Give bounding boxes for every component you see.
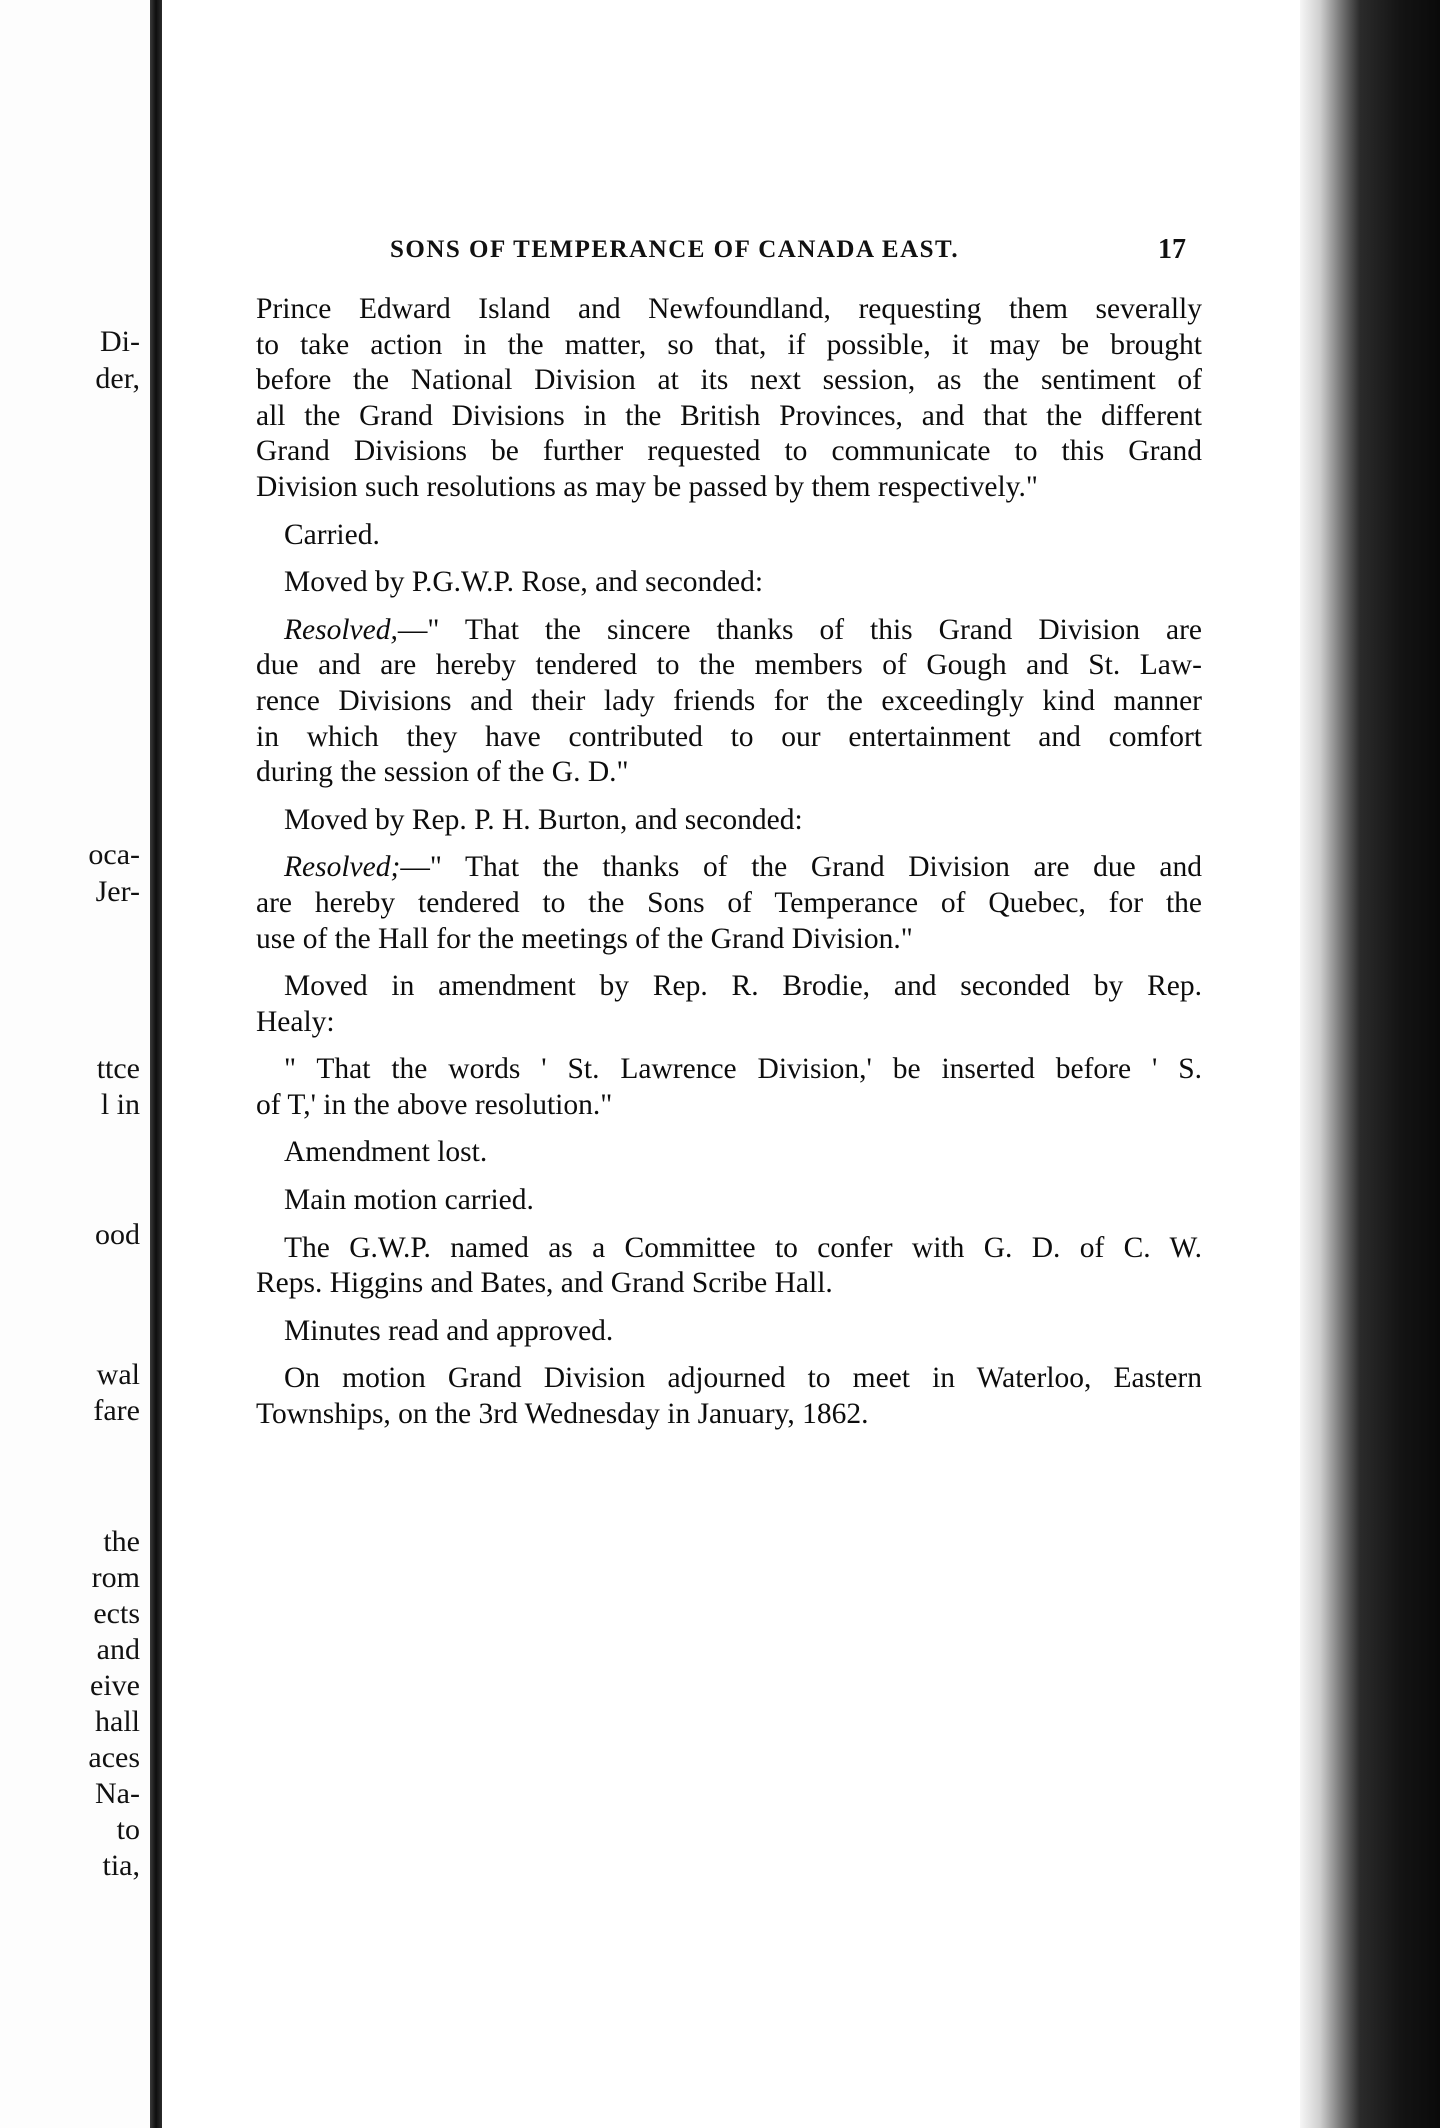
running-header: SONS OF TEMPERANCE OF CANADA EAST. xyxy=(390,236,960,263)
prev-page-fragment: wal xyxy=(96,1358,140,1391)
text-line: Moved in amendment by Rep. R. Brodie, and seconded by Rep. xyxy=(284,970,1202,1003)
page-body xyxy=(256,292,1202,1433)
text-line: The G.W.P. named as a Committee to confer with G. D. of C. W. xyxy=(284,1231,1202,1264)
text-line: due and are hereby tendered to the members of Gough and St. Law- xyxy=(256,649,1202,682)
text-line: to take action in the matter, so that, if possible, it may be brought xyxy=(256,328,1202,361)
text-line: Healy: xyxy=(256,1005,335,1038)
prev-page-fragment: ects xyxy=(93,1597,140,1630)
text-line: of T,' in the above resolution." xyxy=(256,1088,613,1121)
paragraph-resolution-thanks-divisions xyxy=(256,613,1202,791)
prev-page-fragment: der, xyxy=(95,362,140,395)
paragraph-amendment-text xyxy=(256,1052,1202,1123)
prev-page-fragment: and xyxy=(96,1633,140,1666)
prev-page-fragment: aces xyxy=(88,1741,140,1774)
prev-page-fragment: tia, xyxy=(102,1849,140,1882)
text-line: use of the Hall for the meetings of the Grand Division." xyxy=(256,922,913,955)
paragraph-motion-rose: Moved by P.G.W.P. Rose, and seconded: xyxy=(284,566,764,599)
paragraph-minutes-approved: Minutes read and approved. xyxy=(284,1314,614,1347)
text-line: Prince Edward Island and Newfoundland, requesting them severally xyxy=(256,293,1202,325)
paragraph-committee xyxy=(256,1231,1202,1302)
text-line: in which they have contributed to our entertainment and comfort xyxy=(256,720,1202,753)
prev-page-fragment: Na- xyxy=(95,1777,140,1810)
text-line: Grand Divisions be further requested to communicate to this Grand xyxy=(256,435,1202,468)
text-line: Resolved,—" That the sincere thanks of this Grand Division are xyxy=(284,613,1202,646)
text-line: all the Grand Divisions in the British Provinces, and that the different xyxy=(256,399,1202,432)
prev-page-fragment: hall xyxy=(95,1705,140,1738)
prev-page-fragment: l in xyxy=(100,1088,140,1121)
resolved-label: Resolved; xyxy=(284,851,401,884)
paragraph-motion-burton: Moved by Rep. P. H. Burton, and seconded: xyxy=(284,803,803,836)
text-line: rence Divisions and their lady friends for the exceedingly kind manner xyxy=(256,684,1202,717)
text-line: Reps. Higgins and Bates, and Grand Scribe Hall. xyxy=(256,1267,833,1300)
prev-page-fragment: to xyxy=(116,1813,140,1846)
paragraph-amendment-lost: Amendment lost. xyxy=(284,1136,488,1169)
text-line: before the National Division at its next session, as the sentiment of xyxy=(256,364,1202,397)
paragraph-amendment-motion xyxy=(256,969,1202,1040)
paragraph-resolution-thanks-quebec xyxy=(256,850,1202,957)
text-line: during the session of the G. D." xyxy=(256,756,629,789)
text-line: are hereby tendered to the Sons of Temperance of Quebec, for the xyxy=(256,886,1202,919)
prev-page-fragment: Jer- xyxy=(95,875,140,908)
text-line: Division such resolutions as may be passed by them respectively." xyxy=(256,470,1038,503)
text-line: On motion Grand Division adjourned to meet in Waterloo, Eastern xyxy=(284,1362,1202,1395)
prev-page-fragment: rom xyxy=(91,1561,140,1594)
prev-page-fragment: Di- xyxy=(100,325,140,358)
page-right-edge xyxy=(1300,0,1440,2128)
prev-page-fragment: fare xyxy=(93,1394,140,1427)
page-number: 17 xyxy=(1158,234,1186,265)
resolved-label: Resolved, xyxy=(284,613,398,646)
text-line: Townships, on the 3rd Wednesday in January, 1862. xyxy=(256,1398,869,1431)
paragraph-main-motion-carried: Main motion carried. xyxy=(284,1184,534,1217)
prev-page-fragment: the xyxy=(103,1525,140,1558)
paragraph-carried: Carried. xyxy=(284,518,380,551)
prev-page-fragment: eive xyxy=(90,1669,140,1702)
paragraph-resolution-continued xyxy=(256,292,1202,506)
prev-page-fragment: ood xyxy=(95,1218,140,1251)
prev-page-fragment: oca- xyxy=(88,838,140,871)
previous-page-edge xyxy=(0,0,152,2128)
text-line: " That the words ' St. Lawrence Division,' be inserted before ' S. xyxy=(284,1053,1202,1086)
prev-page-fragment: ttce xyxy=(96,1052,140,1085)
paragraph-adjournment xyxy=(256,1361,1202,1432)
book-spine xyxy=(150,0,162,2128)
text-line: Resolved;—" That the thanks of the Grand Division are due and xyxy=(284,851,1202,884)
